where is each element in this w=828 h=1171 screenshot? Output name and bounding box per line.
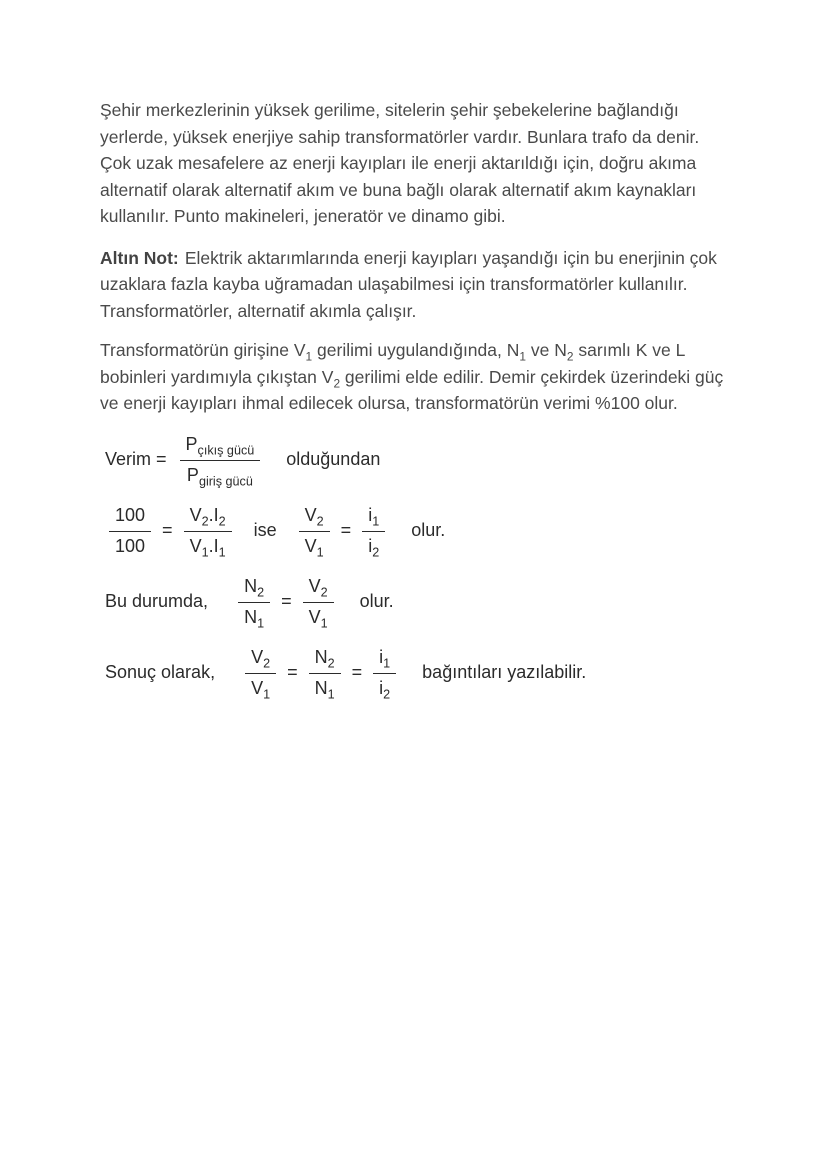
fraction-power-denominator: $P_{giriş gücü}$ bbox=[186, 464, 253, 489]
fraction-v2i2-v1i1: $\frac{V_2.I_2}{V_1.I_1}$ bbox=[184, 503, 232, 559]
fraction-v2-v1: $\frac{V_2}{V_1}$ bbox=[303, 574, 334, 630]
golden-note-text: Elektrik aktarımlarında enerji kayıpları yaşandığı için bu enerjinin çok uzaklara fazla kayba uğramadan ulaşabilmesi için transformatörler kullanılır. Transformatörler, alternatif akımla çalışır. bbox=[100, 247, 717, 321]
text-content bbox=[100, 97, 728, 715]
formula-turns-ratio bbox=[105, 573, 728, 631]
formula-efficiency-lhs: Verim = bbox=[105, 449, 167, 469]
formula-block bbox=[100, 431, 728, 702]
fraction-i1-i2: $\frac{i_1}{i_2}$ bbox=[362, 503, 385, 559]
paragraph-transformer: Transformatörün girişine $V_1$ gerilimi uygulandığında, $N_1$ ve $N_2$ sarımlı K ve L bobinleri yardımıyla çıkıştan $V_2$ gerilimi elde edilir. Demir çekirdek üzerindeki güç ve enerji kayıpları ihmal edilecek olursa, transformatörün verimi %100 olur. bbox=[100, 340, 724, 413]
formula-efficiency bbox=[105, 431, 728, 489]
fraction-n2-n1: $\frac{N_2}{N_1}$ bbox=[309, 645, 341, 701]
equals-sign: = bbox=[287, 662, 298, 682]
fraction-n2-n1: $\frac{N_2}{N_1}$ bbox=[238, 574, 270, 630]
fraction-100-100: $\frac{100}{100}$ bbox=[109, 503, 151, 559]
formula-voltage-current bbox=[105, 502, 728, 560]
formula-conclusion-rhs: bağıntıları yazılabilir. bbox=[422, 662, 587, 682]
formula-efficiency-rhs: olduğundan bbox=[286, 449, 381, 469]
equals-sign: = bbox=[340, 520, 352, 540]
equals-sign: = bbox=[162, 520, 173, 540]
formula-turns-ratio-rhs: olur. bbox=[359, 591, 394, 611]
fraction-i1-i2: $\frac{i_1}{i_2}$ bbox=[373, 645, 396, 701]
formula-conclusion-lhs: Sonuç olarak, bbox=[105, 662, 216, 682]
equals-sign: = bbox=[351, 662, 363, 682]
formula-conclusion bbox=[105, 644, 728, 702]
formula-voltage-current-rhs: olur. bbox=[411, 520, 446, 540]
fraction-v2-v1: $\frac{V_2}{V_1}$ bbox=[245, 645, 276, 701]
fraction-power-numerator: $P_{çıkış gücü}$ bbox=[180, 432, 261, 461]
paragraph-intro: Şehir merkezlerinin yüksek gerilime, sitelerin şehir şebekelerine bağlandığı yerlerde, yüksek enerjiye sahip transformatörler vardır. Bunlara trafo da denir. Çok uzak mesafelere az enerji kayıpları ile enerji aktarıldığı için, doğru akıma alternatif olarak alternatif akım ve buna bağlı olarak alternatif akım kaynakları kullanılır. Punto makineleri, jeneratör ve dinamo gibi. bbox=[100, 100, 700, 226]
fraction-v2-v1: $\frac{V_2}{V_1}$ bbox=[299, 503, 330, 559]
fraction-power bbox=[180, 432, 261, 488]
paragraph-golden-note bbox=[100, 245, 728, 325]
equals-sign: = bbox=[281, 591, 292, 611]
connector-ise: ise bbox=[253, 520, 277, 540]
formula-turns-ratio-lhs: Bu durumda, bbox=[105, 591, 209, 611]
golden-note-label: Altın Not: bbox=[100, 247, 179, 268]
